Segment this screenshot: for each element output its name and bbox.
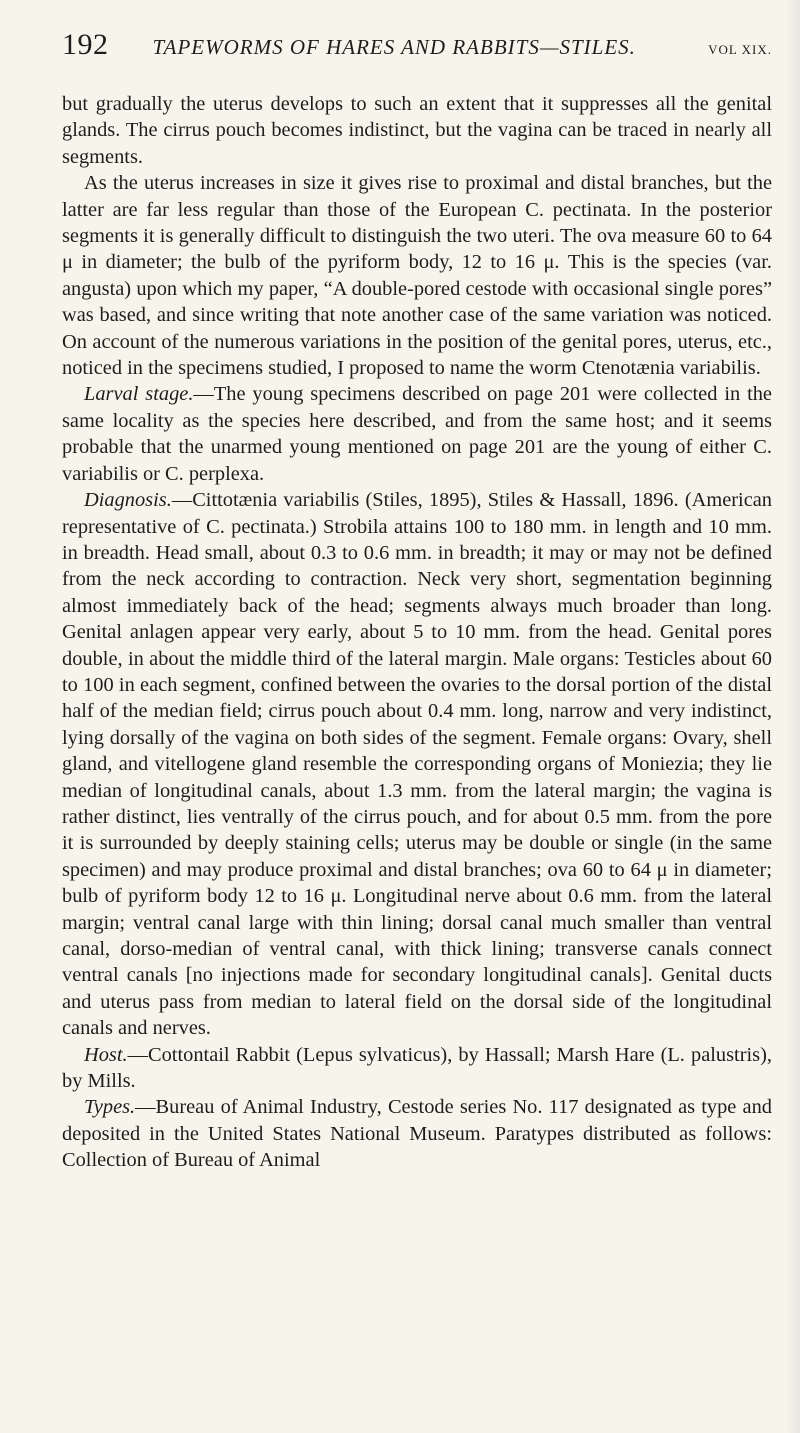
paragraph-types bbox=[62, 1094, 772, 1173]
paragraph-diagnosis bbox=[62, 487, 772, 1042]
section-heading: Types. bbox=[84, 1096, 136, 1119]
body-text bbox=[62, 91, 772, 1174]
paragraph-text: As the uterus increases in size it gives rise to proximal and distal branches, but the latter are far less regular than those of the European C. pectinata. In the posterior segments it is generally difficult to distinguish the two uteri. The ova measure 60 to 64 μ in diameter; the bulb of the pyriform body, 12 to 16 μ. This is the species (var. angusta) upon which my paper, “A double-pored cestode with occasional single pores” was based, and since writing that note another case of the same variation was noticed. On account of the numerous variations in the position of the genital pores, uterus, etc., noticed in the specimens studied, I proposed to name the worm Ctenotænia variabilis. bbox=[62, 172, 772, 380]
paragraph-text: —Bureau of Animal Industry, Cestode series No. 117 designated as type and deposited in the United States National Museum. Paratypes distributed as follows: Collection of Bureau of Animal bbox=[62, 1096, 772, 1172]
running-head bbox=[62, 28, 772, 74]
paragraph-host bbox=[62, 1042, 772, 1095]
section-heading: Host. bbox=[84, 1043, 128, 1066]
section-heading: Larval stage. bbox=[84, 383, 194, 406]
running-title: TAPEWORMS OF HARES AND RABBITS—STILES. bbox=[152, 35, 636, 59]
page-number: 192 bbox=[62, 28, 109, 61]
paragraph-text: but gradually the uterus develops to such an extent that it suppresses all the genital glands. The cirrus pouch becomes indistinct, but the vagina can be traced in nearly all segments. bbox=[62, 93, 772, 168]
volume-label: VOL XIX. bbox=[708, 42, 772, 57]
paragraph-uterus bbox=[62, 170, 772, 381]
paragraph-text: —Cittotænia variabilis (Stiles, 1895), Stiles & Hassall, 1896. (American representative of C. pectinata.) Strobila attains 100 to 180 mm. in length and 10 mm. in breadth. Head small, about 0.3 to 0.6 mm. in breadth; it may or may not be defined from the neck according to contraction. Neck very short, segmentation beginning almost immediately back of the head; segments always much broader than long. Genital anlagen appear very early, about 5 to 10 mm. from the head. Genital pores double, in about the middle third of the lateral margin. Male organs: Testicles about 60 to 100 in each segment, confined between the ovaries to the dorsal portion of the distal half of the median field; cirrus pouch about 0.4 mm. long, narrow and very indistinct, lying dorsally of the vagina on both sides of the segment. Female organs: Ovary, shell gland, and vitellogene gland resemble the corresponding organs of Moniezia; they lie median of longitudinal canals, about 1.3 mm. from the lateral margin; the vagina is rather distinct, lies ventrally of the cirrus pouch, and for about 0.5 mm. from the pore it is surrounded by deeply staining cells; uterus may be double or single (in the same specimen) and may produce proximal and distal branches; ova 60 to 64 μ in diameter; bulb of pyriform body 12 to 16 μ. Longitudinal nerve about 0.6 mm. from the lateral margin; ventral canal large with thin lining; dorsal canal much smaller than ventral canal, dorso-median of ventral canal, with thick lining; transverse canals connect ventral canals [no injections made for secondary longitudinal canals]. Genital ducts and uterus pass from median to lateral field on the dorsal side of the longitudinal canals and nerves. bbox=[62, 489, 772, 1040]
paragraph-text: —The young specimens described on page 201 were collected in the same locality as the species here described, and from the same host; and it seems probable that the unarmed young mentioned on page 201 are the young of either C. variabilis or C. perplexa. bbox=[62, 383, 772, 485]
paragraph-continuation bbox=[62, 91, 772, 170]
paragraph-larval-stage bbox=[62, 381, 772, 487]
paragraph-text: —Cottontail Rabbit (Lepus sylvaticus), by Hassall; Marsh Hare (L. palustris), by Mills. bbox=[62, 1043, 772, 1093]
section-heading: Diagnosis. bbox=[84, 489, 172, 512]
